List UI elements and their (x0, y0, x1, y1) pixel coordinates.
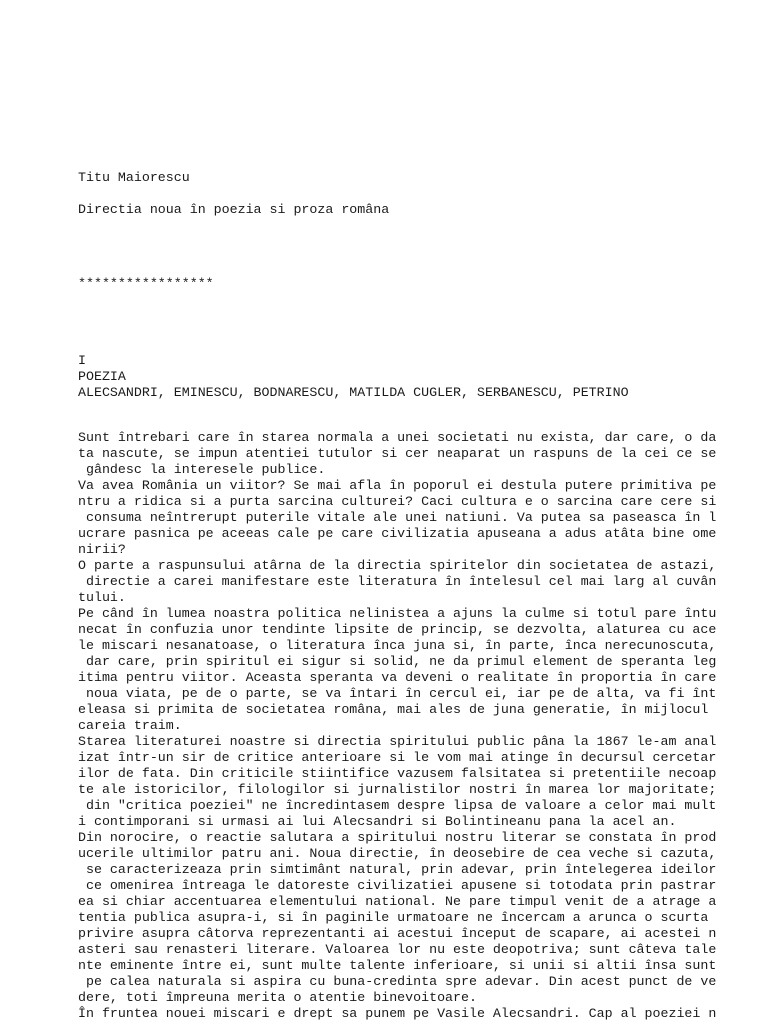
body-line: Va avea România un viitor? Se mai afla în poporul ei destula putere primitiva pe (78, 478, 717, 493)
section-subtitle: ALECSANDRI, EMINESCU, BODNARESCU, MATILDA CUGLER, SERBANESCU, PETRINO (78, 385, 629, 400)
body-line: te ale istoricilor, filologilor si jurnalistilor nostri în marea lor majoritate; (78, 782, 717, 797)
body-line: nte eminente între ei, sunt multe talente inferioare, si unii si altii însa sunt (78, 958, 717, 973)
body-line: ta nascute, se impun atentiei tutulor si cer neaparat un raspuns de la cei ce se (78, 446, 717, 461)
body-line: pe calea naturala si aspira cu buna-credinta spre adevar. Din acest punct de ve (78, 974, 717, 989)
section-number: I (78, 353, 86, 368)
body-line: tentia publica asupra-i, si în paginile urmatoare ne încercam a arunca o scurta (78, 910, 709, 925)
body-line: privire asupra câtorva reprezentanti ai acestui început de scapare, ai acestei n (78, 926, 717, 941)
body-line: ucrare pasnica pe aceeas cale pe care civilizatia apuseana a adus atâta bine ome (78, 526, 717, 541)
body-line: i contimporani si urmasi ai lui Alecsandri si Bolintineanu pana la acel an. (78, 814, 677, 829)
section-title: POEZIA (78, 369, 126, 384)
body-line: Din norocire, o reactie salutara a spiritului nostru literar se constata în prod (78, 830, 717, 845)
body-line: le miscari nesanatoase, o literatura înca juna si, în parte, înca nerecunoscuta, (78, 638, 717, 653)
body-line: gândesc la interesele publice. (78, 462, 326, 477)
body-line: se caracterizeaza prin simtimânt natural, prin adevar, prin întelegerea ideilor (78, 862, 717, 877)
body-line: Sunt întrebari care în starea normala a unei societati nu exista, dar care, o da (78, 430, 717, 445)
body-line: ilor de fata. Din criticile stiintifice vazusem falsitatea si pretentiile necoap (78, 766, 717, 781)
body-line: ea si chiar accentuarea elementului national. Ne pare timpul venit de a atrage a (78, 894, 717, 909)
body-line: dere, toti împreuna merita o atentie binevoitoare. (78, 990, 477, 1005)
body-line: necat în confuzia unor tendinte lipsite de princip, se dezvolta, alaturea cu ace (78, 622, 717, 637)
body-line: O parte a raspunsului atârna de la directia spiritelor din societatea de astazi, (78, 558, 717, 573)
body-line: Pe când în lumea noastra politica nelinistea a ajuns la culme si totul pare întu (78, 606, 717, 621)
body-line: asteri sau renasteri literare. Valoarea lor nu este deopotriva; sunt câteva tale (78, 942, 717, 957)
body-line: itima pentru viitor. Aceasta speranta va deveni o realitate în proportia în care (78, 670, 717, 685)
body-line: tului. (78, 590, 126, 605)
separator-line: ***************** (78, 276, 214, 291)
body-line: noua viata, pe de o parte, se va întari în cercul ei, iar pe de alta, va fi înt (78, 686, 717, 701)
document-title: Directia noua în poezia si proza româna (78, 202, 390, 217)
body-line: ucerile ultimilor patru ani. Noua directie, în deosebire de cea veche si cazuta, (78, 846, 717, 861)
body-line: din "critica poeziei" ne încredintasem despre lipsa de valoare a celor mai mult (78, 798, 717, 813)
body-line: Starea literaturei noastre si directia spiritului public pâna la 1867 le-am anal (78, 734, 717, 749)
body-line: ce omenirea întreaga le datoreste civilizatiei apusene si totodata prin pastrar (78, 878, 717, 893)
body-line: eleasa si primita de societatea româna, mai ales de juna generatie, în mijlocul (78, 702, 709, 717)
body-line: În fruntea nouei miscari e drept sa punem pe Vasile Alecsandri. Cap al poeziei n (78, 1006, 717, 1021)
author-name: Titu Maiorescu (78, 170, 190, 185)
body-line: ntru a ridica si a purta sarcina culturei? Caci cultura e o sarcina care cere si (78, 494, 717, 509)
body-line: careia traim. (78, 718, 182, 733)
body-line: dar care, prin spiritul ei sigur si solid, ne da primul element de speranta leg (78, 654, 717, 669)
body-line: nirii? (78, 542, 126, 557)
body-line: izat într-un sir de critice anterioare si le vom mai atinge în decursul cercetar (78, 750, 717, 765)
body-line: consuma neîntrerupt puterile vitale ale unei natiuni. Va putea sa paseasca în l (78, 510, 717, 525)
body-line: directie a carei manifestare este literatura în întelesul cel mai larg al cuvân (78, 574, 717, 589)
